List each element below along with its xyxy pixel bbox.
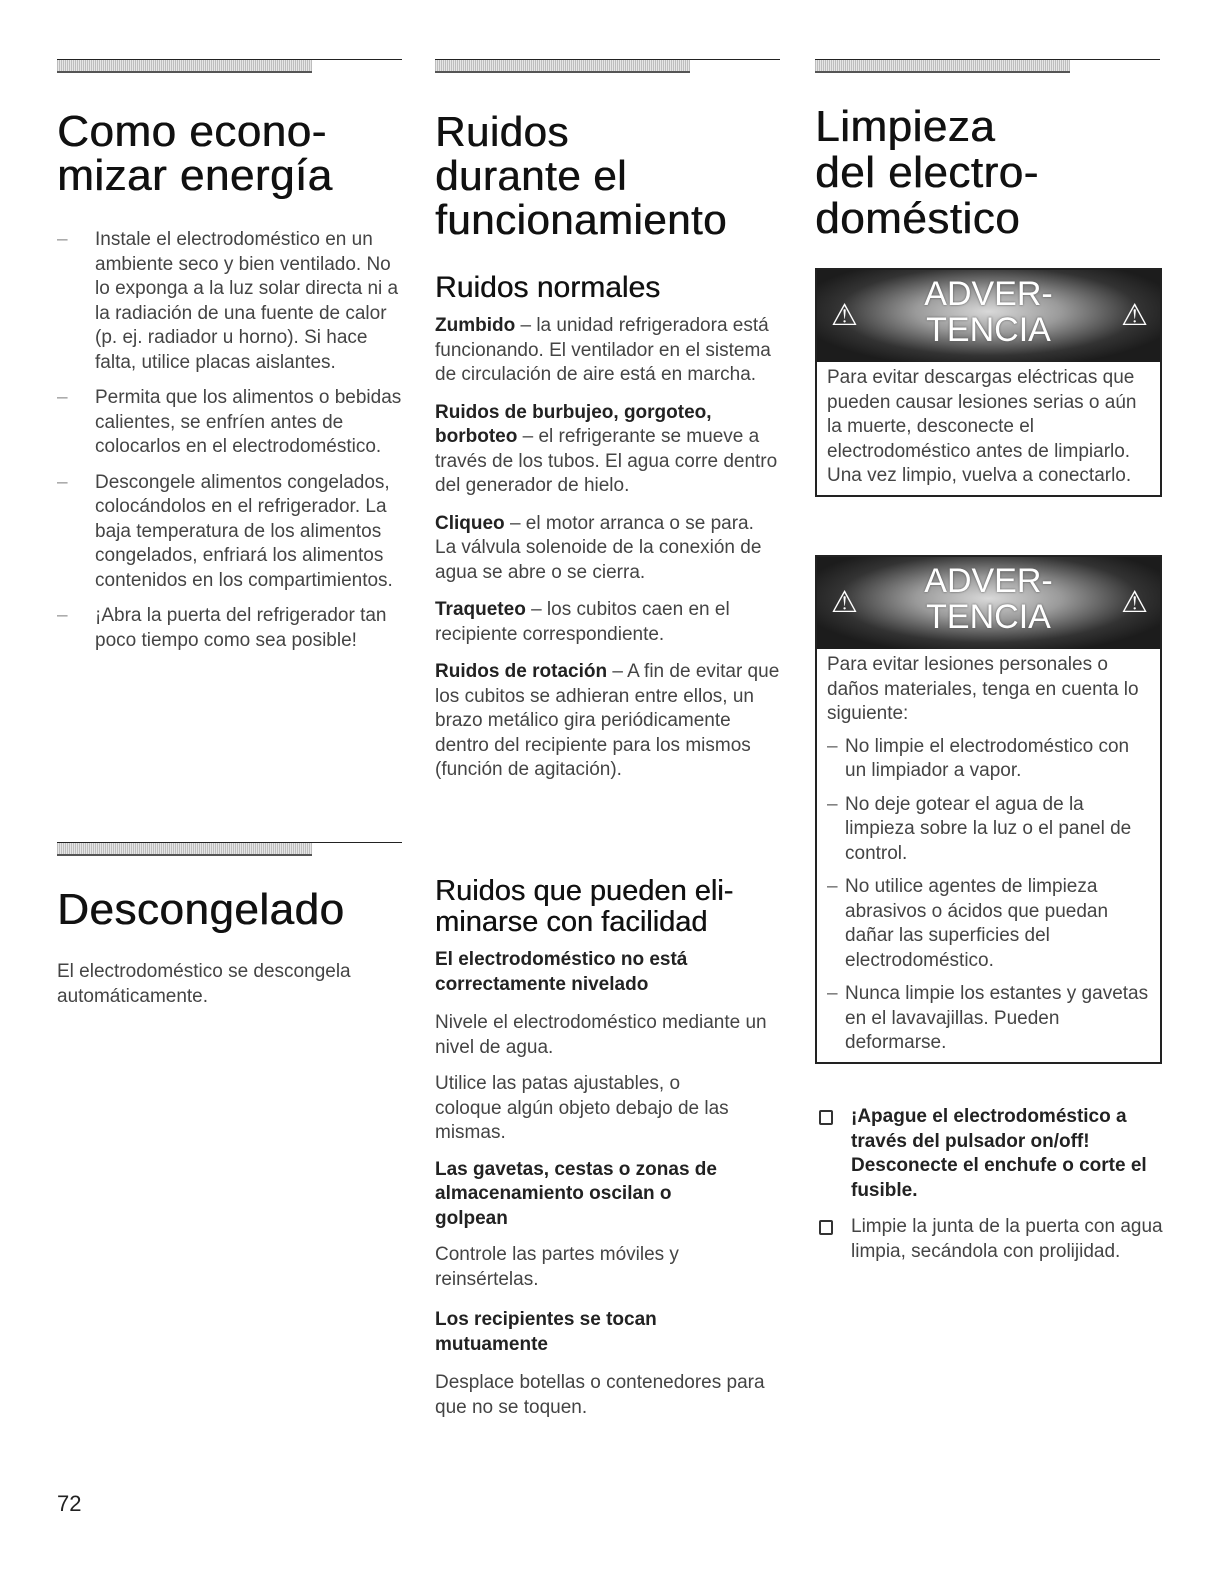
page-number: 72 — [57, 1491, 82, 1516]
section-rule-noise — [435, 59, 780, 73]
easy-noise-paragraph: Controle las partes móviles y reinsértelas. — [435, 1244, 679, 1290]
defrost-text: El electrodoméstico se descongela automáticamente. — [57, 961, 351, 1007]
warning-triangle-icon: ⚠ — [831, 299, 858, 332]
dash-marker: – — [827, 876, 838, 897]
warning-content — [817, 649, 1160, 1062]
step-item: ¡Apague el electrodoméstico a través del pulsador on/off! Desconecte el enchufe o corte el fusible. — [815, 1105, 1163, 1203]
list-item: – No limpie el electrodoméstico con un limpiador a vapor. — [827, 735, 1130, 781]
cleaning-title: Limpieza del electro- doméstico — [815, 102, 1039, 243]
dash-marker: – — [827, 983, 838, 1004]
energy-title: Como econo- mizar energía — [57, 107, 333, 200]
section-rule-defrost — [57, 842, 402, 856]
warning-title: ADVER- TENCIA — [924, 275, 1053, 349]
cleaning-steps — [815, 1105, 1163, 1276]
dash-marker: – — [57, 387, 68, 408]
section-rule-energy — [57, 59, 402, 73]
dash-marker: – — [57, 229, 68, 250]
warning-header — [817, 270, 1160, 362]
dash-marker: – — [57, 471, 68, 493]
normal-noise-list — [435, 314, 780, 783]
easy-noise-heading: Las gavetas, cestas o zonas de almacenamiento oscilan o golpean — [435, 1158, 717, 1229]
checkbox-icon — [819, 1110, 833, 1125]
easy-noise-paragraph: Utilice las patas ajustables, o coloque algún objeto debajo de las mismas. — [435, 1073, 729, 1143]
easy-noise-paragraph: Desplace botellas o contenedores para que no se toquen. — [435, 1372, 765, 1418]
noise-item: Zumbido – la unidad refrigeradora está funcionando. El ventilador en el sistema de circulación de aire está en marcha. — [435, 315, 771, 385]
list-item: – ¡Abra la puerta del refrigerador tan poco tiempo como sea posible! — [57, 605, 387, 651]
noise-item: Ruidos de burbujeo, gorgoteo, borboteo – el refrigerante se mueve a través de los tubos. El agua corre dentro del generador de hielo. — [435, 401, 778, 496]
noise-item: Ruidos de rotación – A fin de evitar que los cubitos se adhieran entre ellos, un brazo metálico gira periódicamente dentro del recipiente para los mismos (función de agitación). — [435, 661, 780, 780]
dash-marker: – — [827, 793, 838, 815]
normal-noise-title: Ruidos normales — [435, 271, 661, 304]
list-item: – No deje gotear el agua de la limpieza sobre la luz o el panel de control. — [827, 793, 1132, 864]
easy-noise-heading: Los recipientes se tocan mutuamente — [435, 1309, 657, 1355]
warning-text: Para evitar descargas eléctricas que pueden causar lesiones serias o aún la muerte, desconecte el electrodoméstico antes de limpiarlo. Una vez limpio, vuelva a conectarlo. — [827, 367, 1137, 486]
warning-box-damage — [815, 555, 1162, 1064]
step-item: Limpie la junta de la puerta con agua limpia, secándola con prolijidad. — [815, 1215, 1163, 1264]
easy-noise-list — [435, 948, 780, 1420]
warning-title: ADVER- TENCIA — [924, 562, 1053, 636]
noise-item: Traqueteo – los cubitos caen en el recipiente correspondiente. — [435, 599, 730, 645]
list-item: – Instale el electrodoméstico en un ambiente seco y bien ventilado. No lo exponga a la luz solar directa ni a la radiación de una fuente de calor (p. ej. radiador u horno). Si hace falta, utilice placas aislantes. — [57, 229, 399, 373]
checkbox-icon — [819, 1220, 833, 1235]
warning-box-electric — [815, 268, 1162, 497]
list-item: – Descongele alimentos congelados, colocándolos en el refrigerador. La baja temperatura de los alimentos congelados, enfriará los alimentos contenidos en los compartimientos. — [57, 471, 393, 591]
warning-triangle-icon: ⚠ — [1121, 586, 1148, 619]
noise-item: Cliqueo – el motor arranca o se para. La válvula solenoide de la conexión de agua se abre o se cierra. — [435, 512, 762, 583]
dash-marker: – — [827, 735, 838, 757]
easy-noise-paragraph: Nivele el electrodoméstico mediante un nivel de agua. — [435, 1012, 767, 1058]
warning-header — [817, 557, 1160, 649]
warning-list — [827, 735, 1150, 1056]
list-item: – Nunca limpie los estantes y gavetas en el lavavajillas. Pueden deformarse. — [827, 983, 1149, 1053]
easy-noise-title: Ruidos que pueden eli- minarse con facilidad — [435, 875, 734, 938]
defrost-title: Descongelado — [57, 885, 345, 934]
warning-intro: Para evitar lesiones personales o daños materiales, tenga en cuenta lo siguiente: — [827, 654, 1139, 724]
list-item: – Permita que los alimentos o bebidas calientes, se enfríen antes de colocarlos en el electrodoméstico. — [57, 387, 402, 457]
easy-noise-heading: El electrodoméstico no está correctamente nivelado — [435, 949, 688, 995]
warning-triangle-icon: ⚠ — [831, 586, 858, 619]
energy-list — [57, 228, 402, 664]
section-rule-cleaning — [815, 59, 1160, 73]
warning-triangle-icon: ⚠ — [1121, 299, 1148, 332]
dash-marker: – — [57, 605, 68, 626]
list-item: – No utilice agentes de limpieza abrasivos o ácidos que puedan dañar las superficies del electrodoméstico. — [827, 876, 1109, 971]
noise-title: Ruidos durante el funcionamiento — [435, 108, 727, 243]
